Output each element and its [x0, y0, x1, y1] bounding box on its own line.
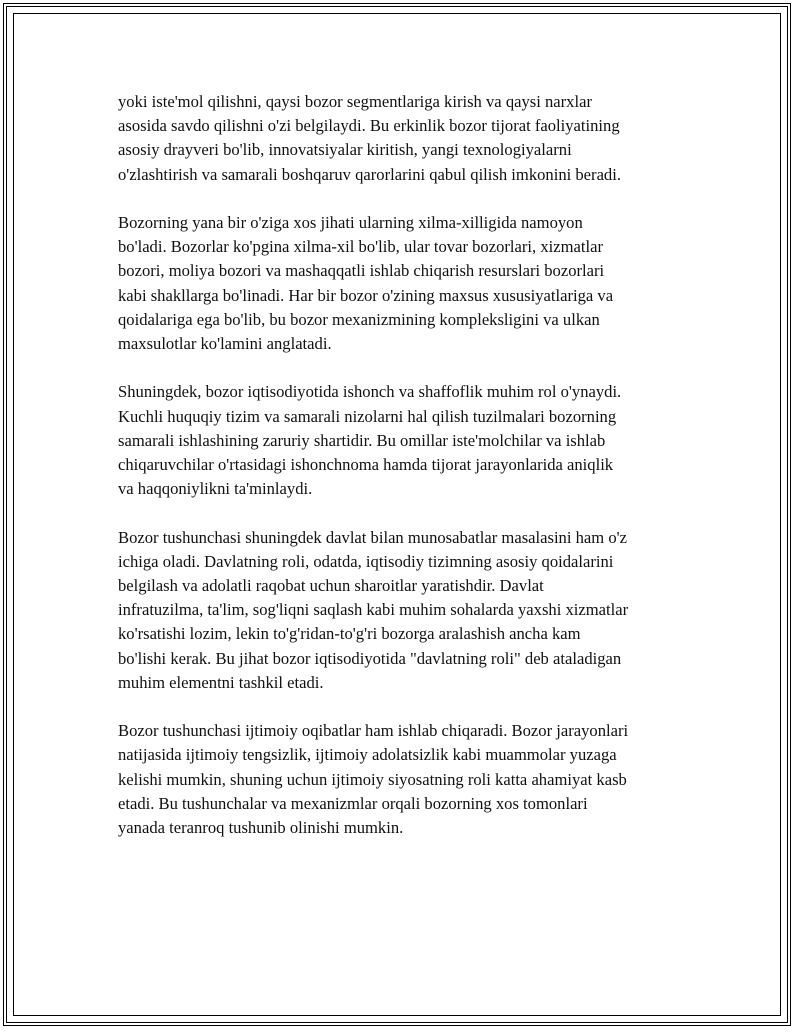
- paragraph-5: Bozor tushunchasi ijtimoiy oqibatlar ham ishlab chiqaradi. Bozor jarayonlari natijasida ijtimoiy tengsizlik, ijtimoiy adolatsizlik kabi muammolar yuzaga kelishi mumkin, shuning uchun ijtimoiy siyosatning roli katta ahamiyat kasb etadi. Bu tushunchalar va mexanizmlar orqali bozorning xos tomonlari yanada teranroq tushunib olinishi mumkin.: [118, 721, 629, 838]
- paragraph-2: Bozorning yana bir o'ziga xos jihati ularning xilma-xilligida namoyon bo'ladi. Bozorlar ko'pgina xilma-xil bo'lib, ular tovar bozorlari, xizmatlar bozori, moliya bozori va mashaqqatli ishlab chiqarish resurslari bozorlari kabi shakllarga bo'linadi. Har bir bozor o'zining maxsus xususiyatlariga va qoidalariga ega bo'lib, bu bozor mexanizmining kompleksligini va ulkan maxsulotlar ko'lamini anglatadi.: [118, 213, 614, 354]
- paragraph-1: yoki iste'mol qilishni, qaysi bozor segmentlariga kirish va qaysi narxlar asosida savdo qilishni o'zi belgilaydi. Bu erkinlik bozor tijorat faoliyatining asosiy drayveri bo'lib, innovatsiyalar kiritish, yangi texnologiyalarni o'zlashtirish va samarali boshqaruv qarorlarini qabul qilish imkonini beradi.: [118, 92, 621, 184]
- paragraph-3: Shuningdek, bozor iqtisodiyotida ishonch va shaffoflik muhim rol o'ynaydi. Kuchli huquqiy tizim va samarali nizolarni hal qilish tuzilmalari bozorning samarali ishlashining zaruriy shartidir. Bu omillar iste'molchilar va ishlab chiqaruvchilar o'rtasidagi ishonchnoma hamda tijorat jarayonlarida aniqlik va haqqoniylikni ta'minlaydi.: [118, 382, 622, 499]
- paragraph-4: Bozor tushunchasi shuningdek davlat bilan munosabatlar masalasini ham o'z ichiga oladi. Davlatning roli, odatda, iqtisodiy tizimning asosiy qoidalarini belgilash va adolatli raqobat uchun sharoitlar yaratishdir. Davlat infratuzilma, ta'lim, sog'liqni saqlash kabi muhim sohalarda yaxshi xizmatlar ko'rsatishi lozim, lekin to'g'ridan-to'g'ri bozorga aralashish ancha kam bo'lishi kerak. Bu jihat bozor iqtisodiyotida "davlatning roli" deb ataladigan muhim elementni tashkil etadi.: [118, 527, 629, 692]
- document-body: [118, 90, 698, 864]
